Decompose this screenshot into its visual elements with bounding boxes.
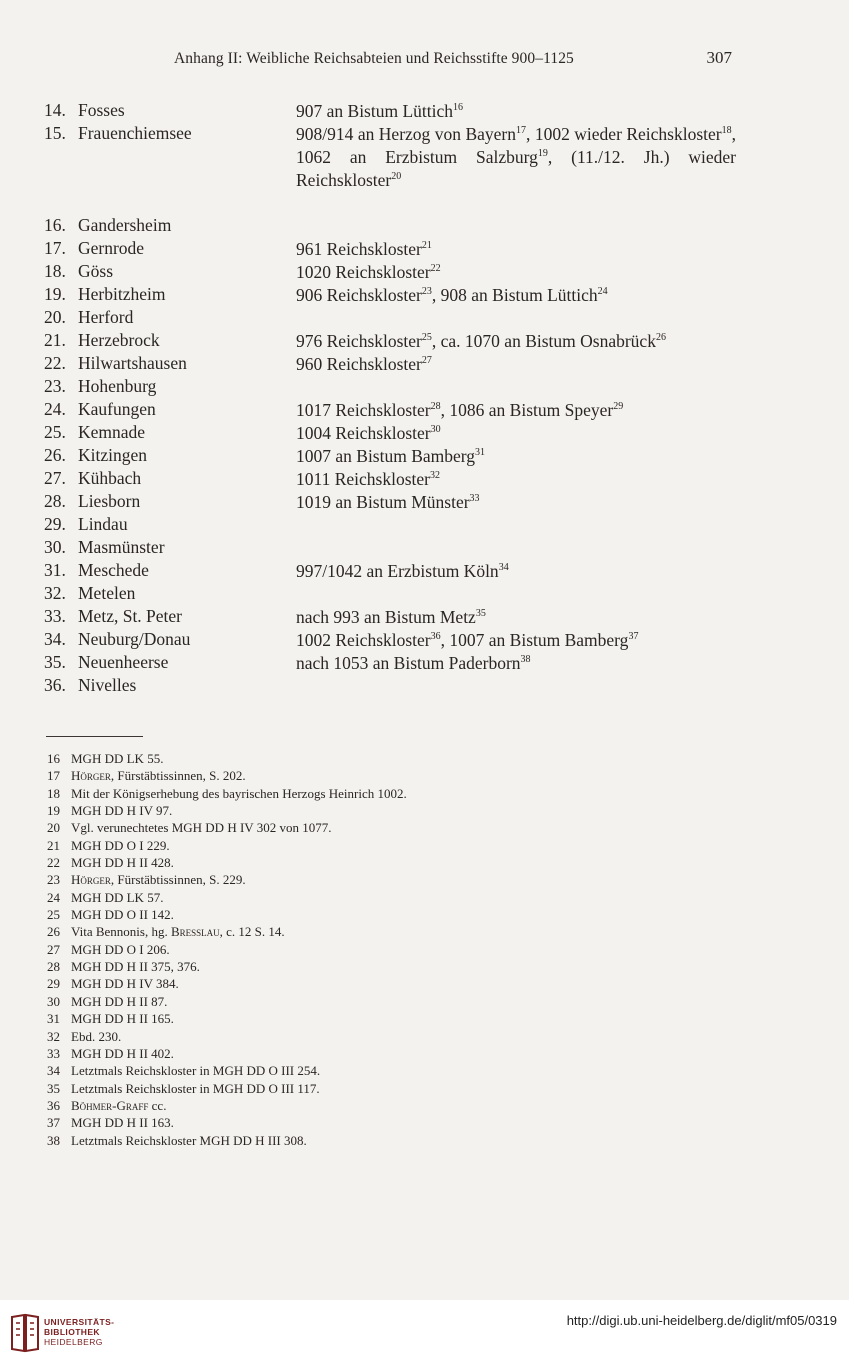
footnote-rule xyxy=(46,736,143,737)
footnote-number: 22 xyxy=(47,855,60,871)
entry-name: Kühbach xyxy=(78,468,142,488)
footnote-text: Böhmer-Graff cc. xyxy=(71,1097,167,1113)
footnote-text: Hörger, Fürstäbtissinnen, S. 229. xyxy=(71,872,246,888)
footnote xyxy=(0,802,849,819)
list-item xyxy=(0,422,849,445)
entry-name: Herbitzheim xyxy=(78,284,166,304)
footnote-text: MGH DD H II 87. xyxy=(71,993,168,1009)
list-item xyxy=(0,100,849,123)
list-item xyxy=(0,445,849,468)
footnote-number: 18 xyxy=(47,785,60,801)
entry-name: Kaufungen xyxy=(78,399,156,419)
library-name-line3: HEIDELBERG xyxy=(44,1337,103,1347)
entry-status: nach 993 an Bistum Metz$^{35}$ xyxy=(296,607,486,627)
footnote-text: MGH DD H II 375, 376. xyxy=(71,959,200,975)
entry-name: Neuenheerse xyxy=(78,652,169,672)
entry-name: Frauenchiemsee xyxy=(78,123,192,143)
entry-name: Liesborn xyxy=(78,491,141,511)
entry-name: Kemnade xyxy=(78,422,146,442)
footnote xyxy=(0,837,849,854)
footnote-text: Letztmals Reichskloster MGH DD H III 308. xyxy=(71,1132,307,1148)
entry-status: 976 Reichskloster$^{25}$, ca. 1070 an Bistum Osnabrück$^{26}$ xyxy=(296,331,666,351)
list-item xyxy=(0,491,849,514)
entry-name: Neuburg/Donau xyxy=(78,629,191,649)
entry-name: Kitzingen xyxy=(78,445,148,465)
library-name-line1: UNIVERSITÄTS- xyxy=(44,1317,115,1327)
footnote xyxy=(0,1080,849,1097)
entry-number: 26. xyxy=(44,445,66,465)
entry-number: 17. xyxy=(44,238,66,258)
list-item xyxy=(0,560,849,583)
footnote xyxy=(0,1062,849,1079)
footnote-number: 26 xyxy=(47,924,60,940)
entry-name: Fosses xyxy=(78,100,125,120)
abbey-list xyxy=(0,100,849,698)
footnote-number: 37 xyxy=(47,1115,60,1131)
footnote-text: Letztmals Reichskloster in MGH DD O III 117. xyxy=(71,1080,320,1096)
list-item xyxy=(0,123,849,215)
footnote-text: MGH DD LK 57. xyxy=(71,889,164,905)
entry-name: Nivelles xyxy=(78,675,137,695)
entry-number: 35. xyxy=(44,652,66,672)
entry-status: 1020 Reichskloster$^{22}$ xyxy=(296,262,441,282)
entry-name: Metelen xyxy=(78,583,136,603)
entry-name: Meschede xyxy=(78,560,149,580)
footnote xyxy=(0,975,849,992)
entry-status: 907 an Bistum Lüttich$^{16}$ xyxy=(296,101,464,121)
footnote-text: Ebd. 230. xyxy=(71,1028,122,1044)
footnote-text: Letztmals Reichskloster in MGH DD O III 254. xyxy=(71,1063,321,1079)
entry-status: 1002 Reichskloster$^{36}$, 1007 an Bistum Bamberg$^{37}$ xyxy=(296,630,639,650)
footnote-text: Vita Bennonis, hg. Bresslau, c. 12 S. 14. xyxy=(71,924,285,940)
footnote-number: 28 xyxy=(47,959,60,975)
entry-number: 33. xyxy=(44,606,66,626)
entry-number: 22. xyxy=(44,353,66,373)
list-item xyxy=(0,353,849,376)
entry-name: Metz, St. Peter xyxy=(78,606,183,626)
footnote-text: MGH DD H II 428. xyxy=(71,855,174,871)
footnote-text: MGH DD H II 165. xyxy=(71,1011,174,1027)
footnote-number: 20 xyxy=(47,820,60,836)
list-item xyxy=(0,307,849,330)
footnote-number: 25 xyxy=(47,907,60,923)
footnote-number: 16 xyxy=(47,751,60,766)
footnote-number: 33 xyxy=(47,1045,60,1061)
list-item xyxy=(0,330,849,353)
footnote-text: MGH DD H IV 384. xyxy=(71,976,179,992)
list-item xyxy=(0,399,849,422)
entry-number: 28. xyxy=(44,491,66,511)
entry-number: 16. xyxy=(44,215,66,235)
entry-number: 14. xyxy=(44,100,66,120)
footnote xyxy=(0,923,849,940)
entry-name: Masmünster xyxy=(78,537,165,557)
footnote-number: 17 xyxy=(47,768,60,784)
footer-bar xyxy=(0,1300,849,1365)
footnote xyxy=(0,1097,849,1114)
footnote xyxy=(0,1114,849,1131)
entry-number: 21. xyxy=(44,330,66,350)
entry-number: 24. xyxy=(44,399,66,419)
list-item xyxy=(0,238,849,261)
entry-name: Gernrode xyxy=(78,238,145,258)
list-item xyxy=(0,606,849,629)
entry-number: 20. xyxy=(44,307,66,327)
entry-number: 27. xyxy=(44,468,66,488)
footnotes xyxy=(0,750,849,1149)
footnote-number: 29 xyxy=(47,976,60,992)
footnote-text: MGH DD H II 163. xyxy=(71,1115,174,1131)
footnote-number: 21 xyxy=(47,837,60,853)
entry-status: 1011 Reichskloster$^{32}$ xyxy=(296,469,440,489)
entry-number: 18. xyxy=(44,261,66,281)
list-item xyxy=(0,261,849,284)
entry-number: 30. xyxy=(44,537,66,557)
running-head: Anhang II: Weibliche Reichsabteien und Reichsstifte 900–1125 xyxy=(174,50,574,67)
footnote-text: MGH DD O I 206. xyxy=(71,941,170,957)
entry-status: 908/914 an Herzog von Bayern$^{17}$, 1002 wieder Reichskloster$^{18}$, 1062 an Erzbistum Salzburg$^{19}$, (11./12. Jh.) wieder Reichskloster$^{20}$ xyxy=(296,124,737,190)
page-number: 307 xyxy=(706,48,732,67)
footnote-text: Hörger, Fürstäbtissinnen, S. 202. xyxy=(71,768,246,784)
footnote-number: 31 xyxy=(47,1011,60,1027)
entry-name: Herzebrock xyxy=(78,330,160,350)
entry-status: 1004 Reichskloster$^{30}$ xyxy=(296,423,441,443)
footnote-text: Mit der Königserhebung des bayrischen Herzogs Heinrich 1002. xyxy=(71,785,407,801)
footnote xyxy=(0,1045,849,1062)
footnote-number: 36 xyxy=(47,1097,60,1113)
footnote xyxy=(0,785,849,802)
entry-status: 997/1042 an Erzbistum Köln$^{34}$ xyxy=(296,561,509,581)
entry-status: nach 1053 an Bistum Paderborn$^{38}$ xyxy=(296,653,531,673)
list-item xyxy=(0,652,849,675)
footnote xyxy=(0,871,849,888)
list-item xyxy=(0,629,849,652)
entry-number: 32. xyxy=(44,583,66,603)
footnote-text: Vgl. verunechtetes MGH DD H IV 302 von 1077. xyxy=(71,820,332,836)
footnote-number: 35 xyxy=(47,1080,60,1096)
footnote-number: 38 xyxy=(47,1132,60,1148)
footnote xyxy=(0,767,849,784)
list-item xyxy=(0,537,849,560)
footnote-number: 27 xyxy=(47,941,60,957)
entry-name: Hilwartshausen xyxy=(78,353,187,373)
entry-number: 29. xyxy=(44,514,66,534)
source-url-link[interactable]: http://digi.ub.uni-heidelberg.de/diglit/mf05/0319 xyxy=(566,1313,837,1328)
library-name-line2: BIBLIOTHEK xyxy=(44,1327,100,1337)
entry-name: Göss xyxy=(78,261,114,281)
entry-number: 34. xyxy=(44,629,66,649)
entry-status: 1017 Reichskloster$^{28}$, 1086 an Bistum Speyer$^{29}$ xyxy=(296,400,624,420)
footnote-number: 32 xyxy=(47,1028,60,1044)
entry-number: 15. xyxy=(44,123,66,143)
footnote xyxy=(0,819,849,836)
footnote-text: MGH DD O II 142. xyxy=(71,907,174,923)
entry-status: 1007 an Bistum Bamberg$^{31}$ xyxy=(296,446,486,466)
footnote-text: MGH DD LK 55. xyxy=(71,751,164,766)
footnote-number: 19 xyxy=(47,803,60,819)
entry-number: 31. xyxy=(44,560,66,580)
entry-status: 1019 an Bistum Münster$^{33}$ xyxy=(296,492,480,512)
footnote xyxy=(0,906,849,923)
footnote-text: MGH DD H IV 97. xyxy=(71,803,173,819)
footnote-number: 23 xyxy=(47,872,60,888)
footnote-number: 24 xyxy=(47,889,60,905)
list-item xyxy=(0,215,849,238)
entry-number: 25. xyxy=(44,422,66,442)
footnote xyxy=(0,1132,849,1149)
entry-number: 19. xyxy=(44,284,66,304)
footnote xyxy=(0,750,849,767)
list-item xyxy=(0,468,849,491)
entry-number: 23. xyxy=(44,376,66,396)
footnote-text: MGH DD O I 229. xyxy=(71,837,170,853)
footnote xyxy=(0,889,849,906)
library-logo-icon xyxy=(10,1313,40,1353)
footnote-number: 30 xyxy=(47,993,60,1009)
list-item xyxy=(0,376,849,399)
footnote xyxy=(0,854,849,871)
entry-number: 36. xyxy=(44,675,66,695)
entry-name: Lindau xyxy=(78,514,128,534)
list-item xyxy=(0,284,849,307)
footnote xyxy=(0,958,849,975)
entry-status: 906 Reichskloster$^{23}$, 908 an Bistum Lüttich$^{24}$ xyxy=(296,285,608,305)
entry-status: 961 Reichskloster$^{21}$ xyxy=(296,239,432,259)
footnote xyxy=(0,1010,849,1027)
footnote xyxy=(0,1028,849,1045)
footnote xyxy=(0,993,849,1010)
list-item xyxy=(0,675,849,698)
footnote xyxy=(0,941,849,958)
list-item xyxy=(0,583,849,606)
entry-status: 960 Reichskloster$^{27}$ xyxy=(296,354,432,374)
footnote-number: 34 xyxy=(47,1063,60,1079)
list-item xyxy=(0,514,849,537)
footnote-text: MGH DD H II 402. xyxy=(71,1045,174,1061)
entry-name: Gandersheim xyxy=(78,215,172,235)
entry-name: Herford xyxy=(78,307,134,327)
entry-name: Hohenburg xyxy=(78,376,157,396)
